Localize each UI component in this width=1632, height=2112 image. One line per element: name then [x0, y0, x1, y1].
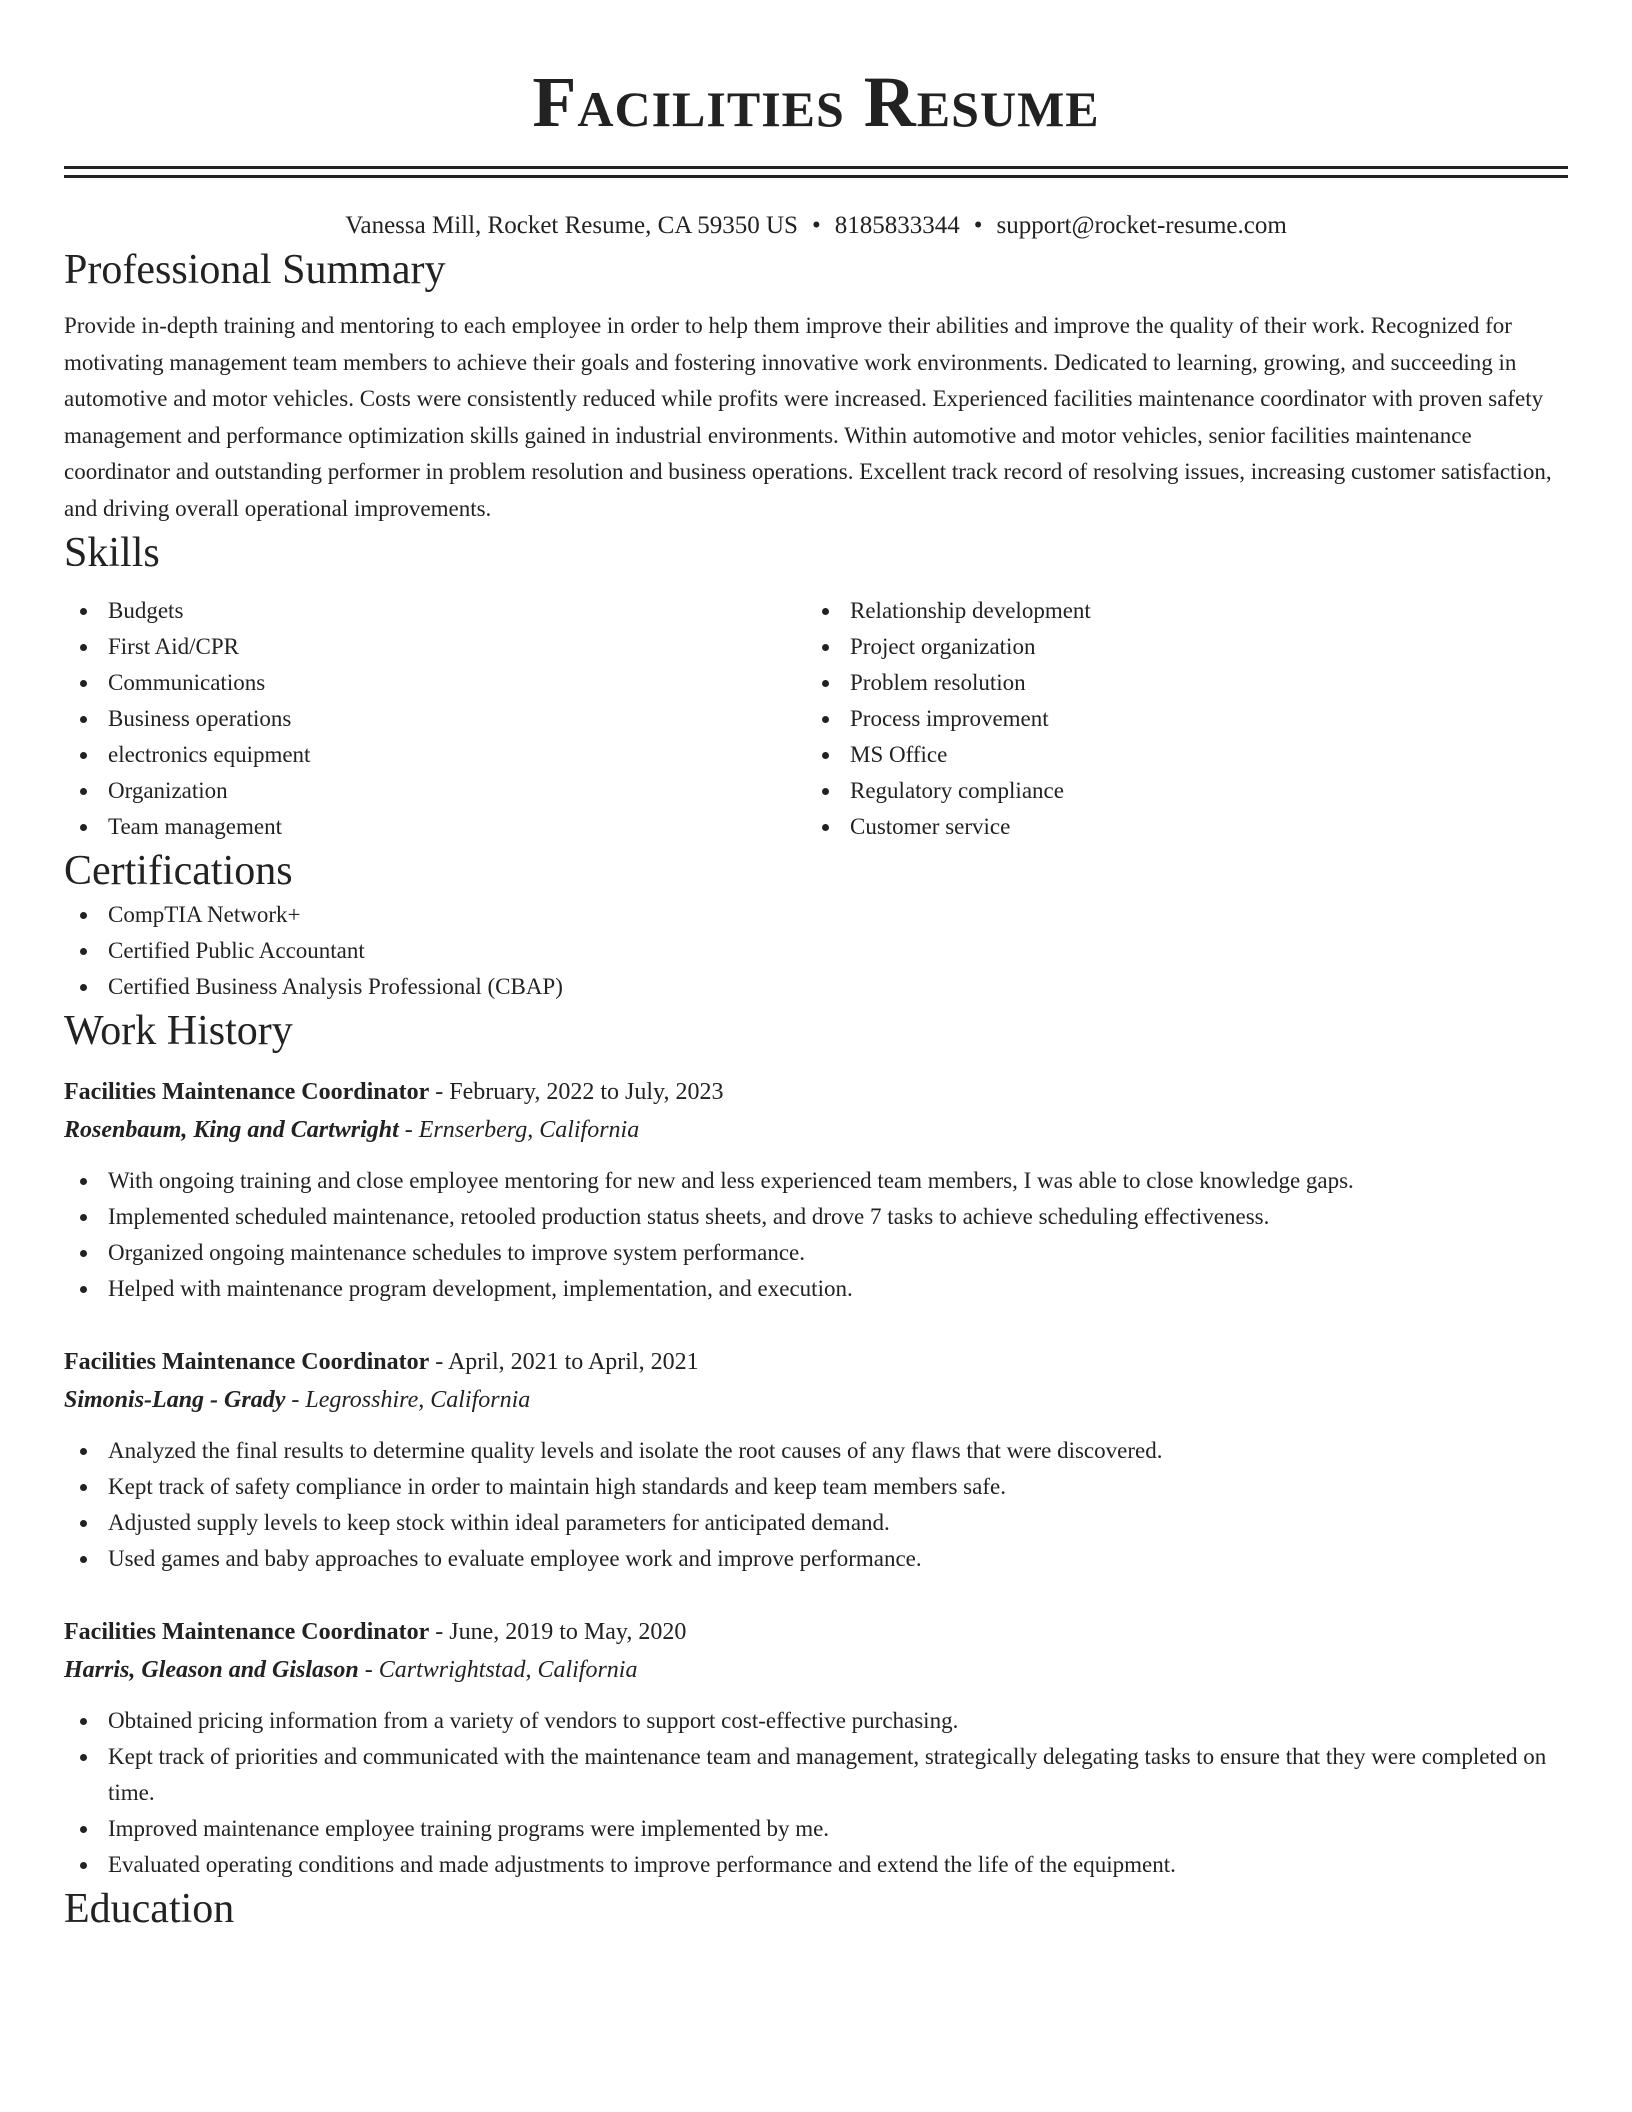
skill-item-text: Business operations [108, 706, 292, 731]
skills-heading: Skills [64, 530, 160, 576]
job-entry [64, 1073, 1568, 1307]
job-bullet-list [64, 1433, 1568, 1577]
skill-item [806, 809, 1548, 845]
contact-phone: 8185833344 [834, 212, 960, 239]
work-history-list [64, 1073, 1568, 1883]
job-entry [64, 1613, 1568, 1883]
job-bullet-text: Analyzed the final results to determine quality levels and isolate the root causes of any flaws that were discovered. [108, 1438, 1163, 1463]
job-bullet-list [64, 1163, 1568, 1307]
bullet-dot-icon [80, 1862, 87, 1869]
skills-list-left [64, 593, 806, 845]
job-dates: - June, 2019 to May, 2020 [435, 1619, 687, 1645]
bullet-dot-icon [822, 680, 829, 687]
certification-item [64, 969, 1568, 1005]
certifications-list [64, 897, 1568, 1005]
certification-item [64, 897, 1568, 933]
work-history-heading: Work History [64, 1008, 293, 1054]
bullet-dot-icon [80, 1754, 87, 1761]
skill-item-text: electronics equipment [108, 742, 311, 767]
bullet-dot-icon [80, 644, 87, 651]
skill-item [64, 701, 806, 737]
job-bullet-text: Improved maintenance employee training programs were implemented by me. [108, 1816, 830, 1841]
job-bullet [64, 1271, 1568, 1307]
skill-item [806, 737, 1548, 773]
bullet-dot-icon [80, 948, 87, 955]
job-bullet-text: With ongoing training and close employee mentoring for new and less experienced team members, I was able to close knowledge gaps. [108, 1168, 1354, 1193]
education-heading: Education [64, 1886, 235, 1932]
job-bullet [64, 1739, 1568, 1811]
skill-item [806, 629, 1548, 665]
job-company: Simonis-Lang - Grady [64, 1387, 286, 1413]
bullet-dot-icon [80, 1826, 87, 1833]
bullet-dot-icon [822, 752, 829, 759]
bullet-dot-icon [80, 1448, 87, 1455]
skill-item-text: Process improvement [850, 706, 1049, 731]
bullet-dot-icon [80, 824, 87, 831]
bullet-dot-icon [80, 1718, 87, 1725]
bullet-dot-icon [822, 608, 829, 615]
contact-separator: • [973, 212, 983, 239]
job-bullet [64, 1847, 1568, 1883]
skill-item [64, 665, 806, 701]
title-divider-top [64, 166, 1568, 169]
bullet-dot-icon [80, 984, 87, 991]
skill-item-text: MS Office [850, 742, 948, 767]
job-bullet-text: Organized ongoing maintenance schedules to improve system performance. [108, 1240, 806, 1265]
contact-line [64, 208, 1568, 244]
bullet-dot-icon [80, 1286, 87, 1293]
job-bullet [64, 1235, 1568, 1271]
job-title: Facilities Maintenance Coordinator [64, 1619, 430, 1645]
job-bullet-text: Helped with maintenance program development, implementation, and execution. [108, 1276, 853, 1301]
skill-item [806, 773, 1548, 809]
resume-title: Facilities Resume [532, 62, 1100, 142]
job-title-line [64, 1073, 1568, 1111]
certification-item-text: Certified Public Accountant [108, 938, 365, 963]
bullet-dot-icon [80, 1556, 87, 1563]
skill-item-text: Communications [108, 670, 266, 695]
contact-address: Vanessa Mill, Rocket Resume, CA 59350 US [345, 212, 798, 239]
resume-page [64, 0, 1568, 1935]
bullet-dot-icon [80, 752, 87, 759]
bullet-dot-icon [822, 788, 829, 795]
skill-item-text: Customer service [850, 814, 1011, 839]
job-bullet-text: Evaluated operating conditions and made adjustments to improve performance and extend the life of the equipment. [108, 1852, 1176, 1877]
skill-item-text: Team management [108, 814, 283, 839]
skill-item [64, 629, 806, 665]
job-bullet [64, 1541, 1568, 1577]
summary-heading: Professional Summary [64, 247, 446, 293]
job-bullet-text: Implemented scheduled maintenance, retooled production status sheets, and drove 7 tasks to achieve scheduling effectiveness. [108, 1204, 1270, 1229]
skill-item-text: Organization [108, 778, 228, 803]
job-dates: - April, 2021 to April, 2021 [435, 1349, 699, 1375]
bullet-dot-icon [80, 1178, 87, 1185]
skill-item-text: First Aid/CPR [108, 634, 240, 659]
job-bullet [64, 1163, 1568, 1199]
job-company: Harris, Gleason and Gislason [64, 1657, 359, 1683]
job-title: Facilities Maintenance Coordinator [64, 1349, 430, 1375]
contact-separator: • [811, 212, 821, 239]
skills-list-right [806, 593, 1548, 845]
bullet-dot-icon [822, 644, 829, 651]
skills-grid [64, 593, 1568, 845]
job-bullet [64, 1811, 1568, 1847]
skill-item [64, 593, 806, 629]
contact-email: support@rocket-resume.com [996, 212, 1287, 239]
summary-text: Provide in-depth training and mentoring to each employee in order to help them improve their abilities and improve the quality of their work. Recognized for motivating management team members to achieve their goals and fostering innovative work environments. Dedicated to learning, growing, and succeeding in automotive and motor vehicles. Costs were consistently reduced while profits were increased. Experienced facilities maintenance coordinator with proven safety management and performance optimization skills gained in industrial environments. Within automotive and motor vehicles, senior facilities maintenance coordinator and outstanding performer in problem resolution and business operations. Excellent track record of resolving issues, increasing customer satisfaction, and driving overall operational improvements. [64, 313, 1552, 521]
certification-item-text: Certified Business Analysis Professional (CBAP) [108, 974, 563, 999]
title-divider-bottom [64, 175, 1568, 178]
job-company-line [64, 1111, 1568, 1149]
job-bullet [64, 1199, 1568, 1235]
skills-column-right [806, 593, 1548, 845]
job-company: Rosenbaum, King and Cartwright [64, 1117, 399, 1143]
job-title-line [64, 1613, 1568, 1651]
job-title-line [64, 1343, 1568, 1381]
job-bullet-text: Kept track of safety compliance in order to maintain high standards and keep team members safe. [108, 1474, 1006, 1499]
skills-column-left [64, 593, 806, 845]
skill-item [806, 701, 1548, 737]
job-bullet-text: Adjusted supply levels to keep stock within ideal parameters for anticipated demand. [108, 1510, 890, 1535]
job-bullet [64, 1703, 1568, 1739]
skill-item-text: Budgets [108, 598, 184, 623]
job-bullet [64, 1433, 1568, 1469]
certification-item [64, 933, 1568, 969]
skill-item-text: Problem resolution [850, 670, 1026, 695]
bullet-dot-icon [80, 1520, 87, 1527]
bullet-dot-icon [80, 1214, 87, 1221]
bullet-dot-icon [80, 608, 87, 615]
bullet-dot-icon [822, 716, 829, 723]
bullet-dot-icon [80, 716, 87, 723]
job-bullet-list [64, 1703, 1568, 1883]
bullet-dot-icon [822, 824, 829, 831]
job-bullet-text: Obtained pricing information from a variety of vendors to support cost-effective purchasing. [108, 1708, 959, 1733]
skill-item-text: Relationship development [850, 598, 1091, 623]
skill-item [806, 665, 1548, 701]
bullet-dot-icon [80, 680, 87, 687]
job-location: - Ernserberg, California [404, 1117, 640, 1143]
job-bullet-text: Kept track of priorities and communicated with the maintenance team and management, strategically delegating tasks to ensure that they were completed on time. [108, 1744, 1547, 1805]
job-location: - Cartwrightstad, California [364, 1657, 638, 1683]
skill-item [64, 773, 806, 809]
job-bullet [64, 1505, 1568, 1541]
certifications-heading: Certifications [64, 848, 293, 894]
job-company-line [64, 1381, 1568, 1419]
skill-item [806, 593, 1548, 629]
skill-item-text: Regulatory compliance [850, 778, 1064, 803]
job-company-line [64, 1651, 1568, 1689]
skill-item [64, 809, 806, 845]
bullet-dot-icon [80, 1484, 87, 1491]
job-entry [64, 1343, 1568, 1577]
skill-item [64, 737, 806, 773]
bullet-dot-icon [80, 788, 87, 795]
bullet-dot-icon [80, 1250, 87, 1257]
certification-item-text: CompTIA Network+ [108, 902, 301, 927]
job-title: Facilities Maintenance Coordinator [64, 1079, 430, 1105]
job-dates: - February, 2022 to July, 2023 [435, 1079, 724, 1105]
job-location: - Legrosshire, California [291, 1387, 531, 1413]
job-bullet [64, 1469, 1568, 1505]
bullet-dot-icon [80, 912, 87, 919]
job-bullet-text: Used games and baby approaches to evaluate employee work and improve performance. [108, 1546, 922, 1571]
skill-item-text: Project organization [850, 634, 1036, 659]
